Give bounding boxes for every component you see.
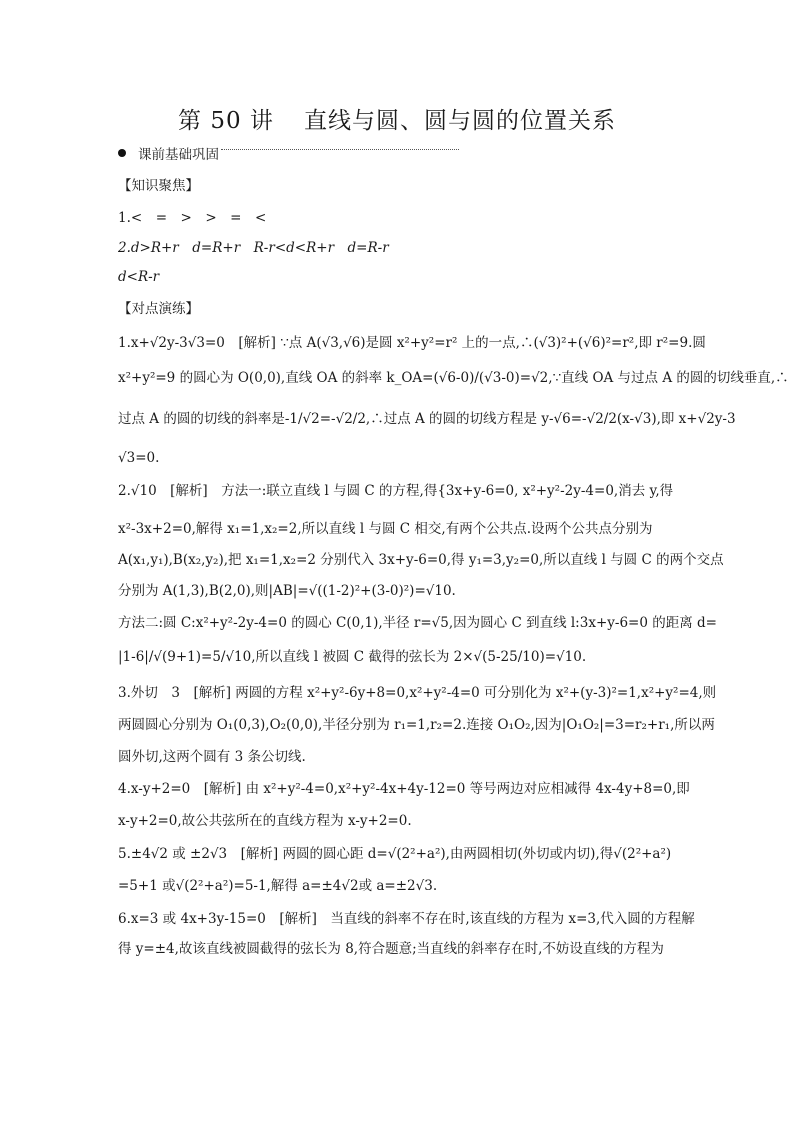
- answer-5-line-2: =5+1 或√(2²+a²)=5-1,解得 a=±4√2或 a=±2√3.: [118, 878, 438, 894]
- answer-2-line-4: 分别为 A(1,3),B(2,0),则|AB|=√((1-2)²+(3-0)²)=√10.: [118, 583, 456, 599]
- knowledge-line-1: 1.< = > > = <: [118, 210, 267, 226]
- answer-2-line-1: 2.√10 [解析] 方法一:联立直线 l 与圆 C 的方程,得{3x+y-6=0, x²+y²-2y-4=0,消去 y,得: [118, 483, 674, 499]
- answer-1-line-3: 过点 A 的圆的切线的斜率是-1/√2=-√2/2,∴过点 A 的圆的切线方程是 y-√6=-√2/2(x-√3),即 x+√2y-3: [118, 411, 736, 427]
- answer-3-line-3: 圆外切,这两个圆有 3 条公切线.: [118, 749, 306, 765]
- answer-2-line-2: x²-3x+2=0,解得 x₁=1,x₂=2,所以直线 l 与圆 C 相交,有两个公共点.设两个公共点分别为: [118, 521, 653, 537]
- answer-6-line-1: 6.x=3 或 4x+3y-15=0 [解析] 当直线的斜率不存在时,该直线的方程为 x=3,代入圆的方程解: [118, 911, 695, 927]
- answer-4-line-1: 4.x-y+2=0 [解析] 由 x²+y²-4=0,x²+y²-4x+4y-12=0 等号两边对应相减得 4x-4y+8=0,即: [118, 781, 690, 797]
- answer-2-line-5: 方法二:圆 C:x²+y²-2y-4=0 的圆心 C(0,1),半径 r=√5,因为圆心 C 到直线 l:3x+y-6=0 的距离 d=: [118, 615, 717, 631]
- dotted-leader: [221, 149, 459, 150]
- answer-3-line-2: 两圆圆心分别为 O₁(0,3),O₂(0,0),半径分别为 r₁=1,r₂=2.连接 O₁O₂,因为|O₁O₂|=3=r₂+r₁,所以两: [118, 717, 715, 733]
- knowledge-line-3: d<R-r: [118, 269, 160, 285]
- answer-1-line-1: 1.x+√2y-3√3=0 [解析] ∵点 A(√3,√6)是圆 x²+y²=r² 上的一点,∴(√3)²+(√6)²=r²,即 r²=9.圆: [118, 335, 706, 351]
- knowledge-heading: 【知识聚焦】: [118, 178, 199, 194]
- lecture-number: 第 50 讲: [178, 108, 274, 134]
- answer-2-line-6: |1-6|/√(9+1)=5/√10,所以直线 l 被圆 C 截得的弦长为 2×√(5-25/10)=√10.: [118, 649, 587, 665]
- section-header: [118, 143, 459, 163]
- answer-1-line-4: √3=0.: [118, 450, 160, 466]
- page-title: [0, 102, 794, 135]
- practice-heading: 【对点演练】: [118, 301, 199, 317]
- answer-4-line-2: x-y+2=0,故公共弦所在的直线方程为 x-y+2=0.: [118, 813, 412, 829]
- answer-5-line-1: 5.±4√2 或 ±2√3 [解析] 两圆的圆心距 d=√(2²+a²),由两圆相切(外切或内切),得√(2²+a²): [118, 846, 672, 862]
- answer-1-line-2: x²+y²=9 的圆心为 O(0,0),直线 OA 的斜率 k_OA=(√6-0)/(√3-0)=√2,∵直线 OA 与过点 A 的圆的切线垂直,∴: [118, 370, 789, 386]
- answer-3-line-1: 3.外切 3 [解析] 两圆的方程 x²+y²-6y+8=0,x²+y²-4=0 可分别化为 x²+(y-3)²=1,x²+y²=4,则: [118, 685, 717, 701]
- lecture-topic: 直线与圆、圆与圆的位置关系: [303, 108, 616, 134]
- knowledge-line-2: 2.d>R+r d=R+r R-r<d<R+r d=R-r: [118, 240, 389, 256]
- bullet-icon: [118, 149, 126, 157]
- answer-2-line-3: A(x₁,y₁),B(x₂,y₂),把 x₁=1,x₂=2 分别代入 3x+y-6=0,得 y₁=3,y₂=0,所以直线 l 与圆 C 的两个交点: [118, 552, 724, 568]
- section-label: 课前基础巩固: [138, 147, 219, 163]
- answer-6-line-2: 得 y=±4,故该直线被圆截得的弦长为 8,符合题意;当直线的斜率存在时,不妨设直线的方程为: [118, 941, 664, 957]
